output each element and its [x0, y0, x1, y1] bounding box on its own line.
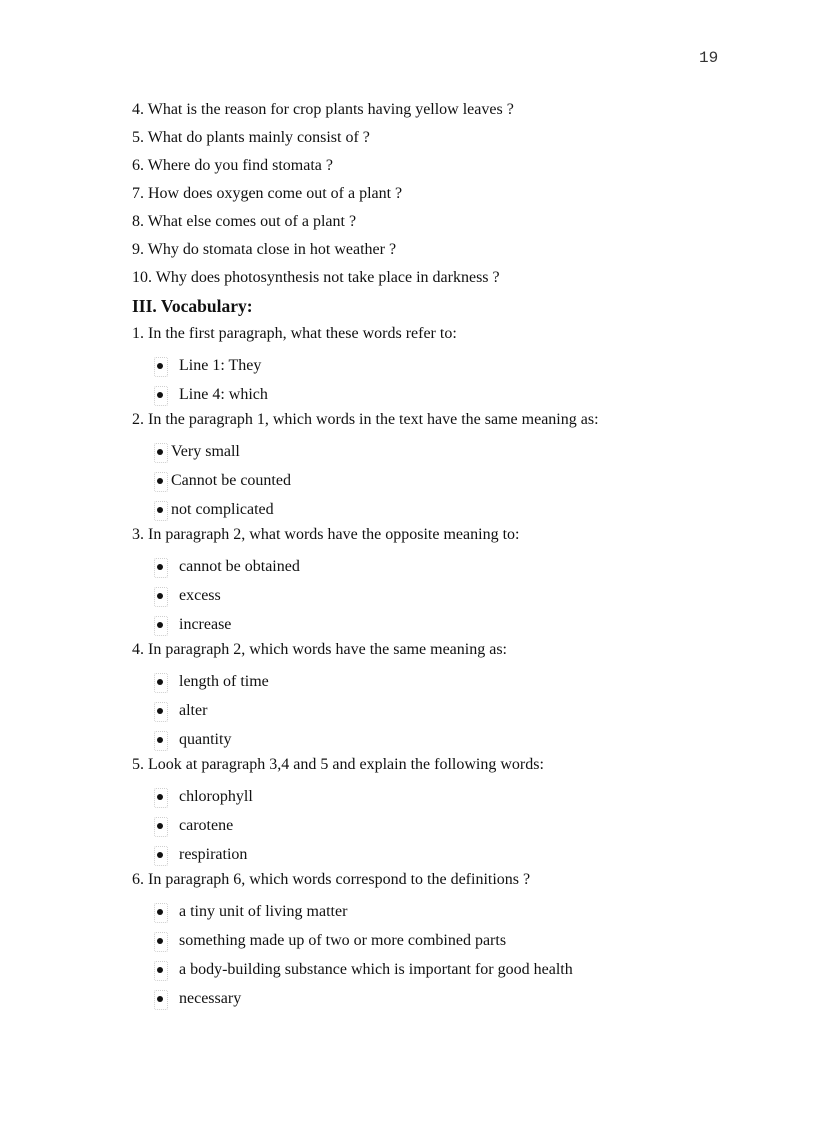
- bullet-text: chlorophyll: [179, 787, 253, 805]
- bullet-icon: [157, 507, 163, 513]
- bullet-icon: [157, 449, 163, 455]
- bullet-icon: [157, 852, 163, 858]
- bullet-text: quantity: [179, 730, 232, 748]
- list-item: [157, 926, 752, 955]
- bullet-icon: [157, 478, 163, 484]
- vocab-6-bullets: [132, 897, 752, 1013]
- bullet-icon: [157, 363, 163, 369]
- bullet-icon: [157, 909, 163, 915]
- bullet-icon: [157, 622, 163, 628]
- bullet-icon: [157, 794, 163, 800]
- question-10: 10. Why does photosynthesis not take place in darkness ?: [132, 269, 500, 286]
- section-heading-vocabulary: III. Vocabulary:: [132, 296, 253, 316]
- list-item: [157, 984, 752, 1013]
- bullet-text: necessary: [179, 989, 242, 1007]
- bullet-icon: [157, 708, 163, 714]
- bullet-icon: [157, 593, 163, 599]
- list-item: [157, 581, 752, 610]
- bullet-icon: [157, 737, 163, 743]
- vocab-1-bullets: [132, 351, 752, 409]
- bullet-text: not complicated: [171, 500, 274, 518]
- bullet-text: respiration: [179, 845, 248, 863]
- list-item: [157, 495, 752, 524]
- bullet-text: length of time: [179, 672, 269, 690]
- list-item: [157, 811, 752, 840]
- list-item: [157, 380, 752, 409]
- bullet-icon: [157, 967, 163, 973]
- bullet-text: a body-building substance which is important for good health: [179, 960, 573, 978]
- list-item: [157, 725, 752, 754]
- vocab-prompt-4: 4. In paragraph 2, which words have the same meaning as:: [132, 641, 507, 658]
- bullet-text: a tiny unit of living matter: [179, 902, 348, 920]
- vocab-2-bullets: [132, 437, 752, 524]
- bullet-icon: [157, 938, 163, 944]
- question-6: 6. Where do you find stomata ?: [132, 157, 333, 174]
- bullet-text: Very small: [171, 442, 240, 460]
- list-item: [157, 782, 752, 811]
- bullet-text: Cannot be counted: [171, 471, 291, 489]
- bullet-text: Line 1: They: [179, 356, 262, 374]
- vocab-5-bullets: [132, 782, 752, 869]
- question-5: 5. What do plants mainly consist of ?: [132, 129, 370, 146]
- list-item: [157, 840, 752, 869]
- list-item: [157, 437, 752, 466]
- bullet-text: increase: [179, 615, 232, 633]
- list-item: [157, 955, 752, 984]
- question-9: 9. Why do stomata close in hot weather ?: [132, 241, 397, 258]
- bullet-icon: [157, 823, 163, 829]
- bullet-icon: [157, 679, 163, 685]
- bullet-icon: [157, 392, 163, 398]
- question-8: 8. What else comes out of a plant ?: [132, 213, 357, 230]
- vocab-prompt-2: 2. In the paragraph 1, which words in the text have the same meaning as:: [132, 411, 599, 428]
- bullet-text: cannot be obtained: [179, 557, 300, 575]
- question-7: 7. How does oxygen come out of a plant ?: [132, 185, 403, 202]
- bullet-text: alter: [179, 701, 208, 719]
- vocab-4-bullets: [132, 667, 752, 754]
- vocab-prompt-5: 5. Look at paragraph 3,4 and 5 and explain the following words:: [132, 756, 544, 773]
- list-item: [157, 610, 752, 639]
- list-item: [157, 696, 752, 725]
- list-item: [157, 552, 752, 581]
- bullet-icon: [157, 564, 163, 570]
- page-number: 19: [699, 49, 719, 67]
- vocab-prompt-1: 1. In the first paragraph, what these words refer to:: [132, 325, 457, 342]
- vocab-3-bullets: [132, 552, 752, 639]
- bullet-icon: [157, 996, 163, 1002]
- bullet-text: carotene: [179, 816, 234, 834]
- bullet-text: Line 4: which: [179, 385, 268, 403]
- list-item: [157, 351, 752, 380]
- question-4: 4. What is the reason for crop plants having yellow leaves ?: [132, 101, 514, 118]
- page-content: [132, 99, 752, 1013]
- list-item: [157, 466, 752, 495]
- list-item: [157, 897, 752, 926]
- bullet-text: excess: [179, 586, 221, 604]
- bullet-text: something made up of two or more combined parts: [179, 931, 507, 949]
- vocab-prompt-3: 3. In paragraph 2, what words have the opposite meaning to:: [132, 526, 520, 543]
- vocab-prompt-6: 6. In paragraph 6, which words correspond to the definitions ?: [132, 871, 531, 888]
- list-item: [157, 667, 752, 696]
